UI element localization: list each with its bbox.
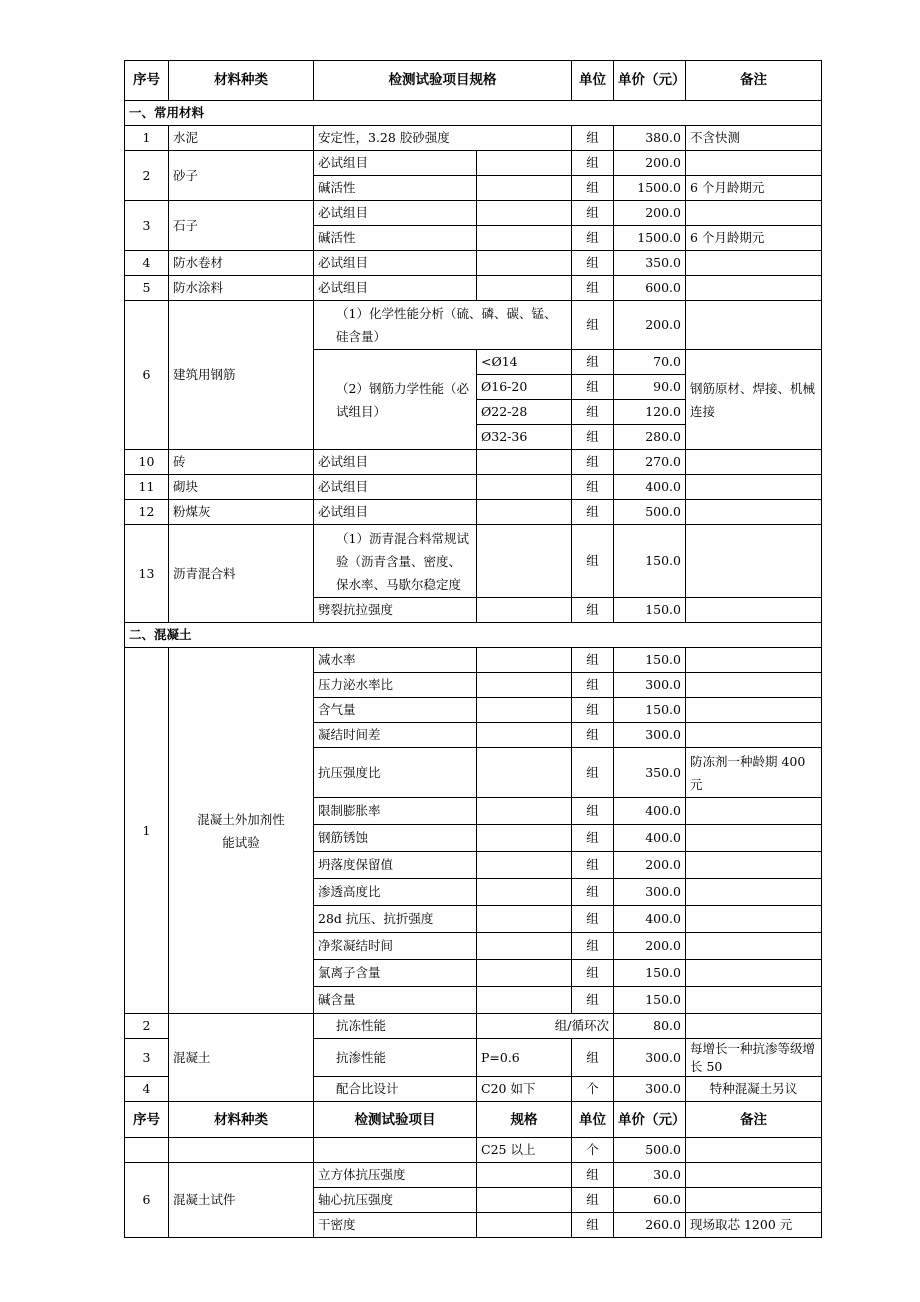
unit-cell: 组 [572,226,614,251]
seq-cell: 1 [125,648,169,1014]
note-cell [686,1163,822,1188]
table-row [125,201,822,226]
item-cell: 碱含量 [314,987,477,1014]
seq-cell: 13 [125,525,169,623]
spec-cell [477,673,572,698]
unit-cell: 组 [572,525,614,598]
spec-cell [477,598,572,623]
price-cell: 120.0 [614,400,686,425]
spec-cell [477,960,572,987]
material-cell: 混凝土试件 [169,1163,314,1238]
unit-cell: 组 [572,879,614,906]
note-cell: 特种混凝土另议 [686,1077,822,1102]
item-cell: 必试组目 [314,151,477,176]
item-cell [314,1138,477,1163]
header-spec: 规格 [477,1102,572,1138]
material-cell: 砖 [169,450,314,475]
unit-cell: 组 [572,425,614,450]
seq-cell: 3 [125,1039,169,1077]
price-cell: 400.0 [614,475,686,500]
note-cell [686,525,822,598]
note-cell [686,825,822,852]
unit-cell: 个 [572,1077,614,1102]
unit-cell: 组 [572,375,614,400]
seq-cell: 5 [125,276,169,301]
spec-cell [477,450,572,475]
price-cell: 350.0 [614,748,686,798]
unit-cell: 组 [572,151,614,176]
table-row [125,648,822,673]
material-cell: 砌块 [169,475,314,500]
unit-cell: 组 [572,276,614,301]
note-cell [686,987,822,1014]
seq-cell: 6 [125,301,169,450]
unit-cell: 组 [572,450,614,475]
note-cell [686,450,822,475]
unit-cell: 组 [572,598,614,623]
header-price: 单价（元） [614,61,686,101]
item-cell: 28d 抗压、抗折强度 [314,906,477,933]
spec-cell [477,276,572,301]
unit-cell: 组 [572,798,614,825]
note-cell: 每增长一种抗渗等级增长 50 [686,1039,822,1077]
note-cell [686,933,822,960]
spec-cell: Ø16-20 [477,375,572,400]
price-cell: 300.0 [614,673,686,698]
table-row [125,475,822,500]
item-cell: 含气量 [314,698,477,723]
item-cell: 配合比设计 [314,1077,477,1102]
price-cell: 150.0 [614,698,686,723]
unit-cell: 组 [572,748,614,798]
unit-cell: 组 [572,852,614,879]
unit-cell: 组 [572,698,614,723]
spec-cell [477,1163,572,1188]
spec-cell [477,906,572,933]
material-cell: 沥青混合料 [169,525,314,623]
spec-cell: C20 如下 [477,1077,572,1102]
spec-cell [477,1188,572,1213]
note-cell [686,475,822,500]
unit-cell: 组 [572,251,614,276]
price-cell: 60.0 [614,1188,686,1213]
item-cell: 必试组目 [314,450,477,475]
header-unit: 单位 [572,1102,614,1138]
spec-cell: Ø22-28 [477,400,572,425]
item-cell: 抗压强度比 [314,748,477,798]
price-cell: 1500.0 [614,176,686,201]
price-cell: 600.0 [614,276,686,301]
unit-cell: 组 [572,201,614,226]
table-row [125,1014,822,1039]
header-unit: 单位 [572,61,614,101]
unit-cell: 组 [572,673,614,698]
table-row [125,1163,822,1188]
item-cell: 坍落度保留值 [314,852,477,879]
item-cell: 渗透高度比 [314,879,477,906]
price-cell: 1500.0 [614,226,686,251]
spec-cell [477,825,572,852]
material-cell: 砂子 [169,151,314,201]
unit-cell: 组 [572,1039,614,1077]
spec-cell [477,723,572,748]
item-cell: 立方体抗压强度 [314,1163,477,1188]
note-cell: 6 个月龄期元 [686,226,822,251]
table-row [125,525,822,598]
seq-cell: 2 [125,151,169,201]
spec-cell [477,251,572,276]
section-row [125,101,822,126]
section-row [125,623,822,648]
admixture-material-label: 混凝土外加剂性能试验 [197,811,285,850]
item-cell: 抗冻性能 [314,1014,477,1039]
price-cell: 400.0 [614,906,686,933]
note-cell [686,1138,822,1163]
unit-cell: 组 [572,960,614,987]
price-cell: 150.0 [614,598,686,623]
seq-cell: 6 [125,1163,169,1238]
price-cell: 400.0 [614,825,686,852]
material-cell: 建筑用钢筋 [169,301,314,450]
header-note: 备注 [686,1102,822,1138]
note-cell [686,201,822,226]
note-cell: 6 个月龄期元 [686,176,822,201]
header-note: 备注 [686,61,822,101]
table-row [125,251,822,276]
item-cell: 减水率 [314,648,477,673]
item-cell: 碱活性 [314,226,477,251]
spec-cell: <Ø14 [477,350,572,375]
note-cell [686,500,822,525]
spec-cell [477,226,572,251]
price-cell: 90.0 [614,375,686,400]
spec-cell: C25 以上 [477,1138,572,1163]
item-cell: 必试组目 [314,276,477,301]
item-cell: 必试组目 [314,251,477,276]
header-price: 单价（元） [614,1102,686,1138]
spec-cell [477,879,572,906]
price-cell: 270.0 [614,450,686,475]
price-cell: 260.0 [614,1213,686,1238]
item-cell: 必试组目 [314,500,477,525]
seq-cell: 11 [125,475,169,500]
material-cell [169,1138,314,1163]
price-cell: 200.0 [614,201,686,226]
seq-cell: 1 [125,126,169,151]
unit-cell: 组 [572,475,614,500]
table-row [125,301,822,350]
seq-cell: 10 [125,450,169,475]
note-cell: 不含快测 [686,126,822,151]
price-cell: 200.0 [614,301,686,350]
note-cell [686,960,822,987]
spec-cell [477,1213,572,1238]
price-cell: 150.0 [614,525,686,598]
unit-cell: 组/循环次 [477,1014,614,1039]
unit-cell: 组 [572,126,614,151]
header-seq: 序号 [125,1102,169,1138]
item-cell: （1）沥青混合料常规试验（沥青含量、密度、保水率、马歇尔稳定度 [314,525,477,598]
unit-cell: 组 [572,933,614,960]
table-row [125,126,822,151]
unit-cell: 组 [572,500,614,525]
seq-cell: 3 [125,201,169,251]
price-cell: 150.0 [614,987,686,1014]
spec-cell [477,648,572,673]
item-cell: 劈裂抗拉强度 [314,598,477,623]
item-cell: 轴心抗压强度 [314,1188,477,1213]
unit-cell: 组 [572,350,614,375]
price-cell: 300.0 [614,879,686,906]
spec-cell: P=0.6 [477,1039,572,1077]
spec-cell [477,698,572,723]
note-cell [686,1188,822,1213]
item-cell: 压力泌水率比 [314,673,477,698]
note-cell [686,251,822,276]
item-cell: 氯离子含量 [314,960,477,987]
table-row [125,450,822,475]
note-cell [686,648,822,673]
material-cell: 水泥 [169,126,314,151]
item-cell: 钢筋锈蚀 [314,825,477,852]
spec-cell [477,987,572,1014]
item-cell: （2）钢筋力学性能（必试组目） [314,350,477,450]
price-cell: 150.0 [614,648,686,673]
unit-cell: 组 [572,1163,614,1188]
material-cell: 石子 [169,201,314,251]
unit-cell: 个 [572,1138,614,1163]
header-item-spec: 检测试验项目规格 [314,61,572,101]
item-cell: 碱活性 [314,176,477,201]
spec-cell [477,798,572,825]
table-row [125,276,822,301]
price-cell: 400.0 [614,798,686,825]
unit-cell: 组 [572,400,614,425]
note-cell [686,798,822,825]
price-cell: 30.0 [614,1163,686,1188]
price-cell: 500.0 [614,1138,686,1163]
material-cell [169,648,314,1014]
spec-cell [477,201,572,226]
item-cell: 限制膨胀率 [314,798,477,825]
note-cell [686,598,822,623]
note-cell [686,151,822,176]
seq-cell [125,1138,169,1163]
table-header-repeat [125,1102,822,1138]
price-cell: 70.0 [614,350,686,375]
item-cell: 干密度 [314,1213,477,1238]
unit-cell: 组 [572,987,614,1014]
note-cell: 钢筋原材、焊接、机械连接 [686,350,822,450]
header-material: 材料种类 [169,1102,314,1138]
table-row [125,1138,822,1163]
price-cell: 280.0 [614,425,686,450]
item-cell: 必试组目 [314,201,477,226]
item-cell: 净浆凝结时间 [314,933,477,960]
note-cell [686,698,822,723]
spec-cell: Ø32-36 [477,425,572,450]
seq-cell: 4 [125,1077,169,1102]
note-cell: 现场取芯 1200 元 [686,1213,822,1238]
item-cell: 安定性，3.28 胶砂强度 [314,126,572,151]
spec-cell [477,933,572,960]
material-cell: 混凝土 [169,1014,314,1102]
price-cell: 80.0 [614,1014,686,1039]
material-cell: 粉煤灰 [169,500,314,525]
price-cell: 200.0 [614,933,686,960]
unit-cell: 组 [572,1188,614,1213]
note-cell [686,906,822,933]
price-cell: 500.0 [614,500,686,525]
table-row [125,500,822,525]
price-cell: 200.0 [614,852,686,879]
note-cell [686,276,822,301]
price-table [124,60,822,1238]
unit-cell: 组 [572,1213,614,1238]
item-cell: （1）化学性能分析（硫、磷、碳、锰、硅含量） [314,301,572,350]
material-cell: 防水卷材 [169,251,314,276]
spec-cell [477,500,572,525]
note-cell [686,723,822,748]
note-cell [686,1014,822,1039]
unit-cell: 组 [572,301,614,350]
unit-cell: 组 [572,825,614,852]
header-item: 检测试验项目 [314,1102,477,1138]
spec-cell [477,852,572,879]
note-cell [686,852,822,879]
price-cell: 150.0 [614,960,686,987]
table-header [125,61,822,101]
material-cell: 防水涂料 [169,276,314,301]
spec-cell [477,525,572,598]
item-cell: 凝结时间差 [314,723,477,748]
header-material: 材料种类 [169,61,314,101]
section-title: 二、混凝土 [125,623,822,648]
table-row [125,151,822,176]
seq-cell: 4 [125,251,169,276]
spec-cell [477,151,572,176]
note-cell [686,673,822,698]
price-cell: 350.0 [614,251,686,276]
seq-cell: 2 [125,1014,169,1039]
price-cell: 300.0 [614,1077,686,1102]
unit-cell: 组 [572,176,614,201]
note-cell [686,301,822,350]
unit-cell: 组 [572,906,614,933]
unit-cell: 组 [572,648,614,673]
item-cell: 必试组目 [314,475,477,500]
seq-cell: 12 [125,500,169,525]
note-cell: 防冻剂一种龄期 400 元 [686,748,822,798]
price-cell: 300.0 [614,1039,686,1077]
price-cell: 200.0 [614,151,686,176]
note-cell [686,879,822,906]
spec-cell [477,176,572,201]
section-title: 一、常用材料 [125,101,822,126]
spec-cell [477,475,572,500]
spec-cell [477,748,572,798]
price-cell: 380.0 [614,126,686,151]
unit-cell: 组 [572,723,614,748]
item-cell: 抗渗性能 [314,1039,477,1077]
header-seq: 序号 [125,61,169,101]
price-cell: 300.0 [614,723,686,748]
